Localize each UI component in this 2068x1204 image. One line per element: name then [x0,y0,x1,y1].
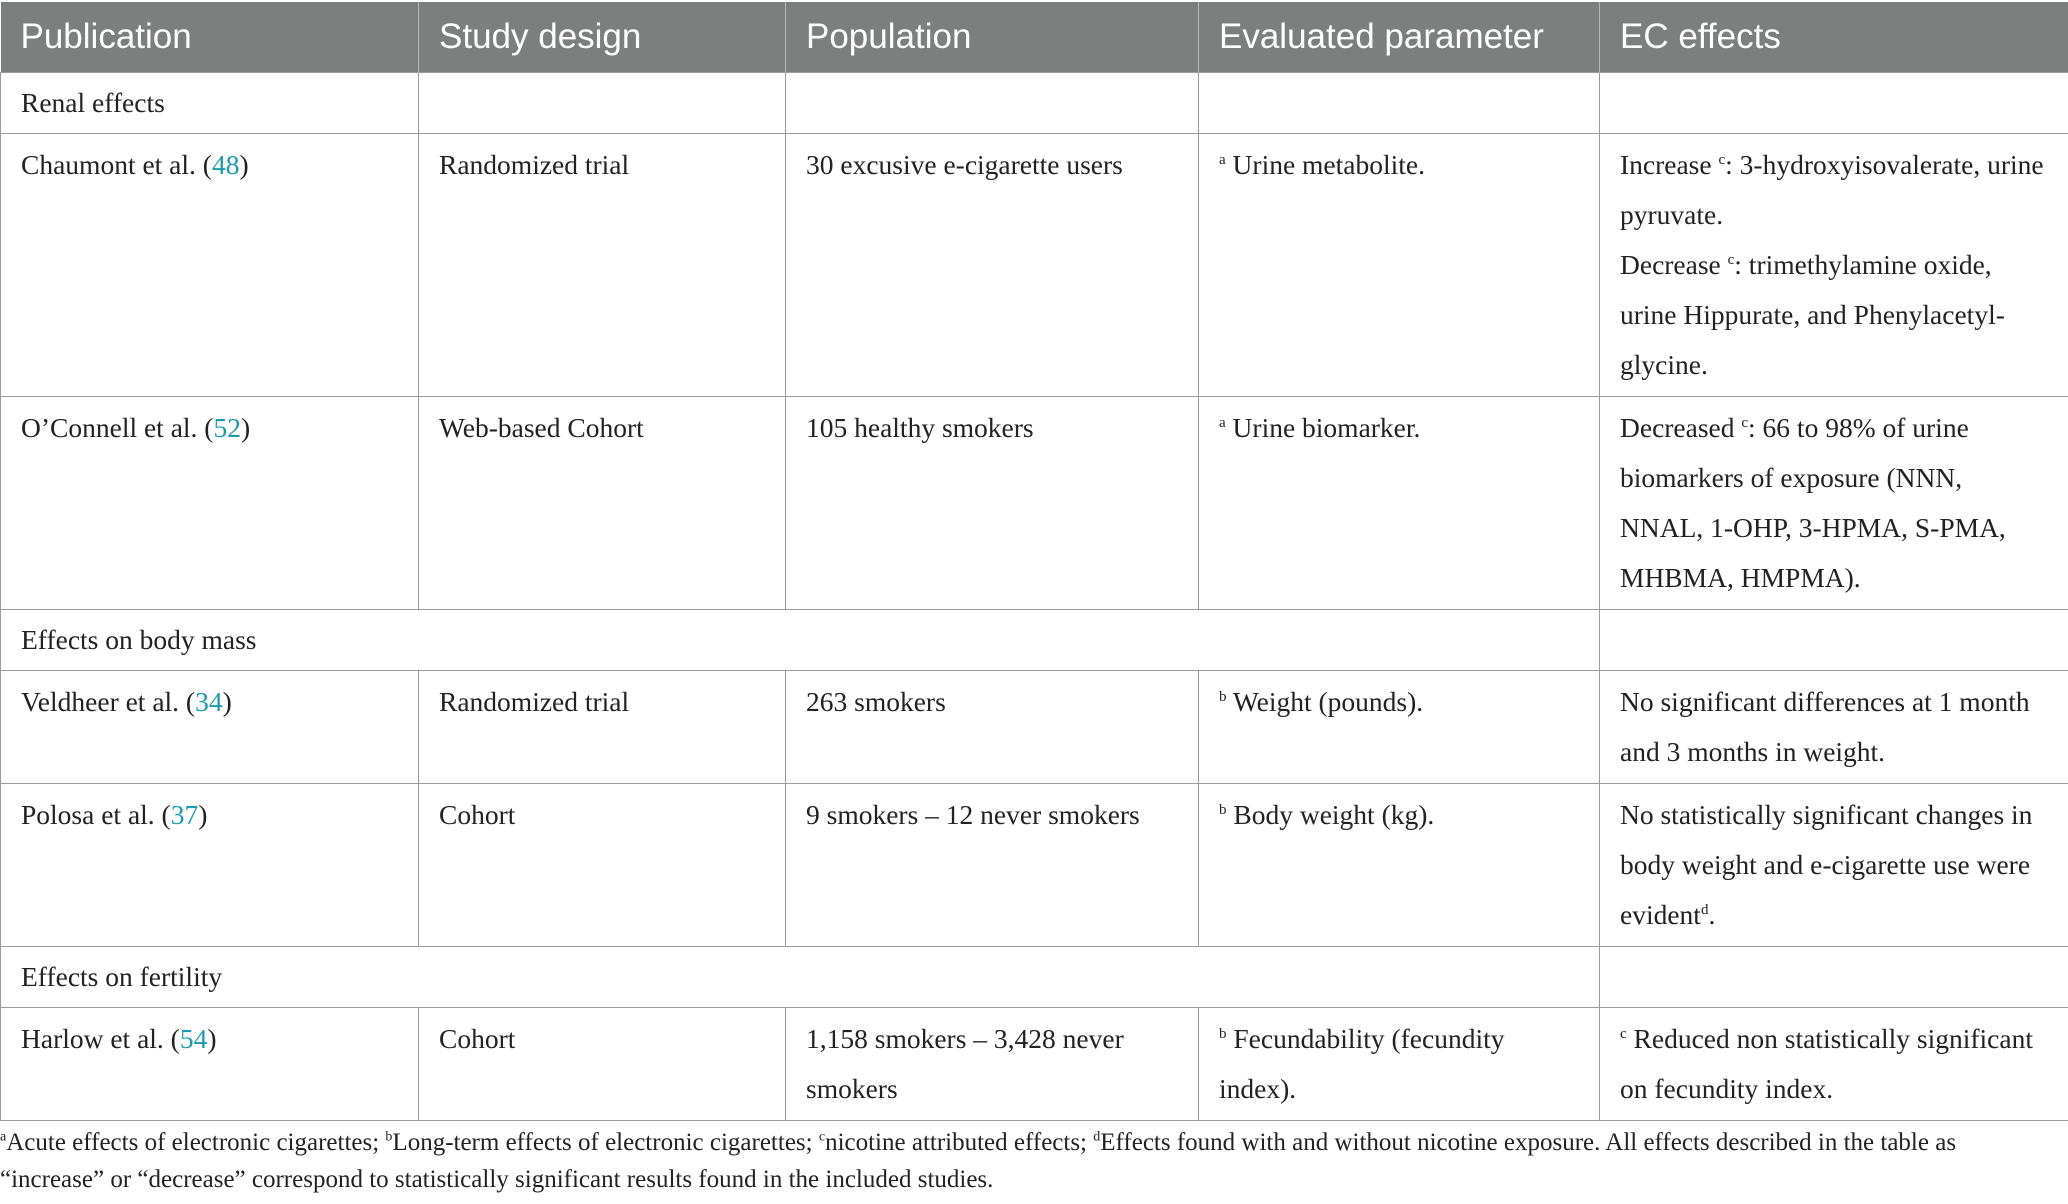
section-row-fertility [1,947,2068,1008]
population-cell: 263 smokers [786,671,1199,784]
table-row [1,397,2068,610]
header-evaluated-parameter: Evaluated parameter [1199,2,1600,73]
publication-cell: Harlow et al. (54) [1,1008,419,1121]
header-row [1,2,2068,73]
study-design-cell: Randomized trial [419,671,786,784]
effect-line: Decrease $^c$: trimethylamine oxide, urine Hippurate, and Phenylacetyl-glycine. [1620,249,2005,380]
reference-link[interactable]: 34 [195,686,223,717]
parameter-cell: $^a$ Urine biomarker. [1199,397,1600,610]
header-study-design: Study design [419,2,786,73]
table-footnote: $^a$Acute effects of electronic cigarettes; $^b$Long-term effects of electronic cigarettes; $^c$nicotine attributed effects; $^d$Effects found with and without nicotine exposure. All effects described in the table as “increase” or “decrease” correspond to statistically significant results found in the included studies. [0,1129,1957,1193]
population-cell: 105 healthy smokers [786,397,1199,610]
effects-cell: No significant differences at 1 month and 3 months in weight. [1600,671,2068,784]
table-row [1,784,2068,947]
section-title: Effects on body mass [1,610,1600,671]
reference-link[interactable]: 52 [213,412,241,443]
effects-table [0,2,2068,1121]
effect-line: Increase $^c$: 3-hydroxyisovalerate, urine pyruvate. [1620,149,2044,230]
table-row [1,1008,2068,1121]
effects-cell: $^c$ Reduced non statistically significant on fecundity index. [1600,1008,2068,1121]
reference-link[interactable]: 37 [170,799,199,830]
table-row [1,671,2068,784]
population-cell: 9 smokers – 12 never smokers [786,784,1199,947]
population-cell: 1,158 smokers – 3,428 never smokers [786,1008,1199,1121]
section-row-body-mass [1,610,2068,671]
effects-cell [1600,134,2068,397]
parameter-cell: $^b$ Fecundability (fecundity index). [1199,1008,1600,1121]
parameter-cell: $^a$ Urine metabolite. [1199,134,1600,397]
effects-cell: Decreased $^c$: 66 to 98% of urine biomarkers of exposure (NNN, NNAL, 1-OHP, 3-HPMA, S-PMA, MHBMA, HMPMA). [1600,397,2068,610]
header-publication: Publication [1,2,419,73]
section-title: Effects on fertility [1,947,1600,1008]
publication-cell: Veldheer et al. (34) [1,671,419,784]
effects-cell: No statistically significant changes in body weight and e-cigarette use were evident$^d$. [1600,784,2068,947]
section-row-renal [1,73,2068,134]
publication-cell: Chaumont et al. (48) [1,134,419,397]
table-row [1,134,2068,397]
study-design-cell: Web-based Cohort [419,397,786,610]
population-cell: 30 excusive e-cigarette users [786,134,1199,397]
reference-link[interactable]: 48 [211,149,240,180]
study-design-cell: Randomized trial [419,134,786,397]
publication-cell: O’Connell et al. (52) [1,397,419,610]
header-ec-effects: EC effects [1600,2,2068,73]
parameter-cell: $^b$ Body weight (kg). [1199,784,1600,947]
reference-link[interactable]: 54 [179,1023,208,1054]
publication-cell: Polosa et al. (37) [1,784,419,947]
parameter-cell: $^b$ Weight (pounds). [1199,671,1600,784]
section-title: Renal effects [1,73,419,134]
study-design-cell: Cohort [419,1008,786,1121]
study-design-cell: Cohort [419,784,786,947]
header-population: Population [786,2,1199,73]
